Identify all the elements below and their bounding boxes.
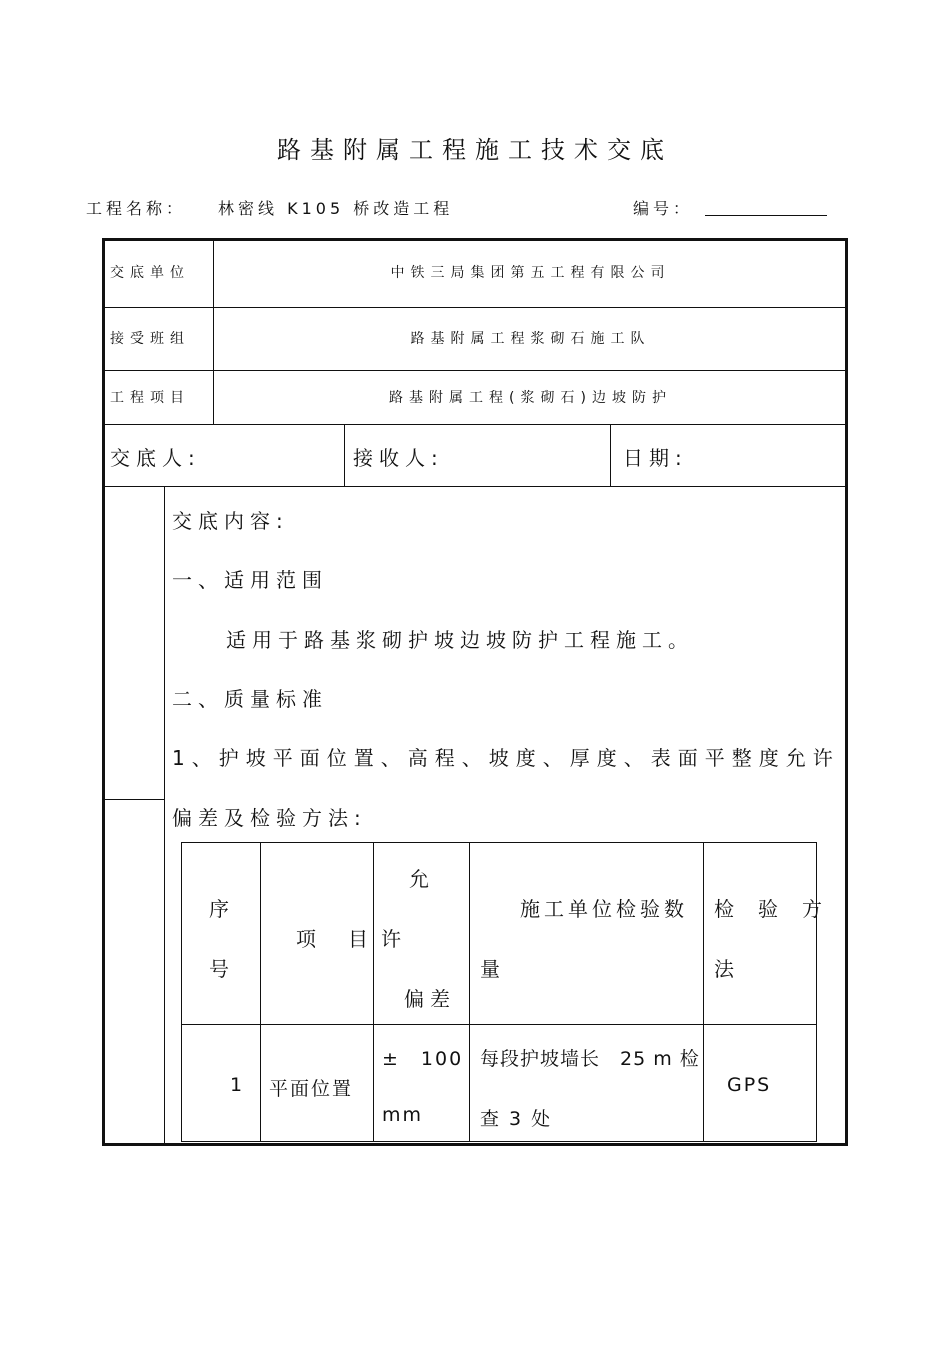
row-tolerance-line-1: ± 100 xyxy=(382,1048,464,1070)
quality-item-1-line-2: 偏差及检验方法: xyxy=(172,806,367,830)
tolerance-col-divider xyxy=(469,843,470,1141)
row-quantity-line-2: 查 3 处 xyxy=(480,1108,553,1130)
quality-item-1-line-1: 1、护坡平面位置、高程、坡度、厚度、表面平整度允许 xyxy=(172,746,840,770)
row-tolerance-line-2: mm xyxy=(382,1104,424,1126)
header-quantity-line-1: 施工单位检验数 xyxy=(520,897,688,921)
discloser-label: 交底人: xyxy=(110,446,201,470)
item-label: 工程项目 xyxy=(110,390,190,406)
unit-value: 中铁三局集团第五工程有限公司 xyxy=(390,265,671,281)
header-method-line-2: 法 xyxy=(714,957,740,981)
header-seq-line-1: 序 xyxy=(209,897,235,921)
number-underline xyxy=(705,215,827,216)
tolerance-col-divider xyxy=(260,843,261,1141)
header-seq-line-2: 号 xyxy=(209,957,235,981)
project-name-value: 林密线 K105 桥改造工程 xyxy=(218,199,454,218)
row-seq: 1 xyxy=(230,1074,245,1096)
header-tolerance-line-3: 偏差 xyxy=(404,987,456,1011)
row-divider xyxy=(103,370,847,371)
row-quantity-line-1: 每段护坡墙长 25 m 检 xyxy=(480,1048,700,1070)
row-divider xyxy=(103,486,847,487)
header-item: 项 目 xyxy=(296,927,374,951)
section-scope-text: 适用于路基浆砌护坡边坡防护工程施工。 xyxy=(226,628,694,652)
header-tolerance-line-2: 许 xyxy=(381,927,407,951)
project-name-label: 工程名称： xyxy=(86,199,187,218)
header-tolerance-line-1: 允 xyxy=(409,867,435,891)
item-value: 路基附属工程(浆砌石)边坡防护 xyxy=(389,390,672,406)
tolerance-col-divider xyxy=(703,843,704,1141)
signature-divider xyxy=(344,424,345,486)
side-column-divider xyxy=(103,799,165,800)
tolerance-header-divider xyxy=(182,1024,816,1025)
team-label: 接受班组 xyxy=(110,331,190,347)
row-divider xyxy=(103,424,847,425)
number-label: 编号： xyxy=(633,199,694,218)
team-value: 路基附属工程浆砌石施工队 xyxy=(410,331,651,347)
signature-divider xyxy=(610,424,611,486)
tolerance-col-divider xyxy=(373,843,374,1141)
header-method-line-1: 检 验 方 xyxy=(714,897,824,921)
date-label: 日期: xyxy=(623,446,688,470)
content-side-divider xyxy=(164,486,165,1144)
header-quantity-line-2: 量 xyxy=(480,957,506,981)
unit-label: 交底单位 xyxy=(110,265,190,281)
section-scope-heading: 一、适用范围 xyxy=(172,568,328,592)
document-title: 路基附属工程施工技术交底 xyxy=(277,136,673,164)
section-quality-heading: 二、质量标准 xyxy=(172,687,328,711)
content-heading: 交底内容: xyxy=(172,509,289,533)
row-item: 平面位置 xyxy=(269,1078,354,1100)
row-divider xyxy=(103,307,847,308)
row-method: GPS xyxy=(727,1074,772,1096)
receiver-label: 接收人: xyxy=(353,446,444,470)
